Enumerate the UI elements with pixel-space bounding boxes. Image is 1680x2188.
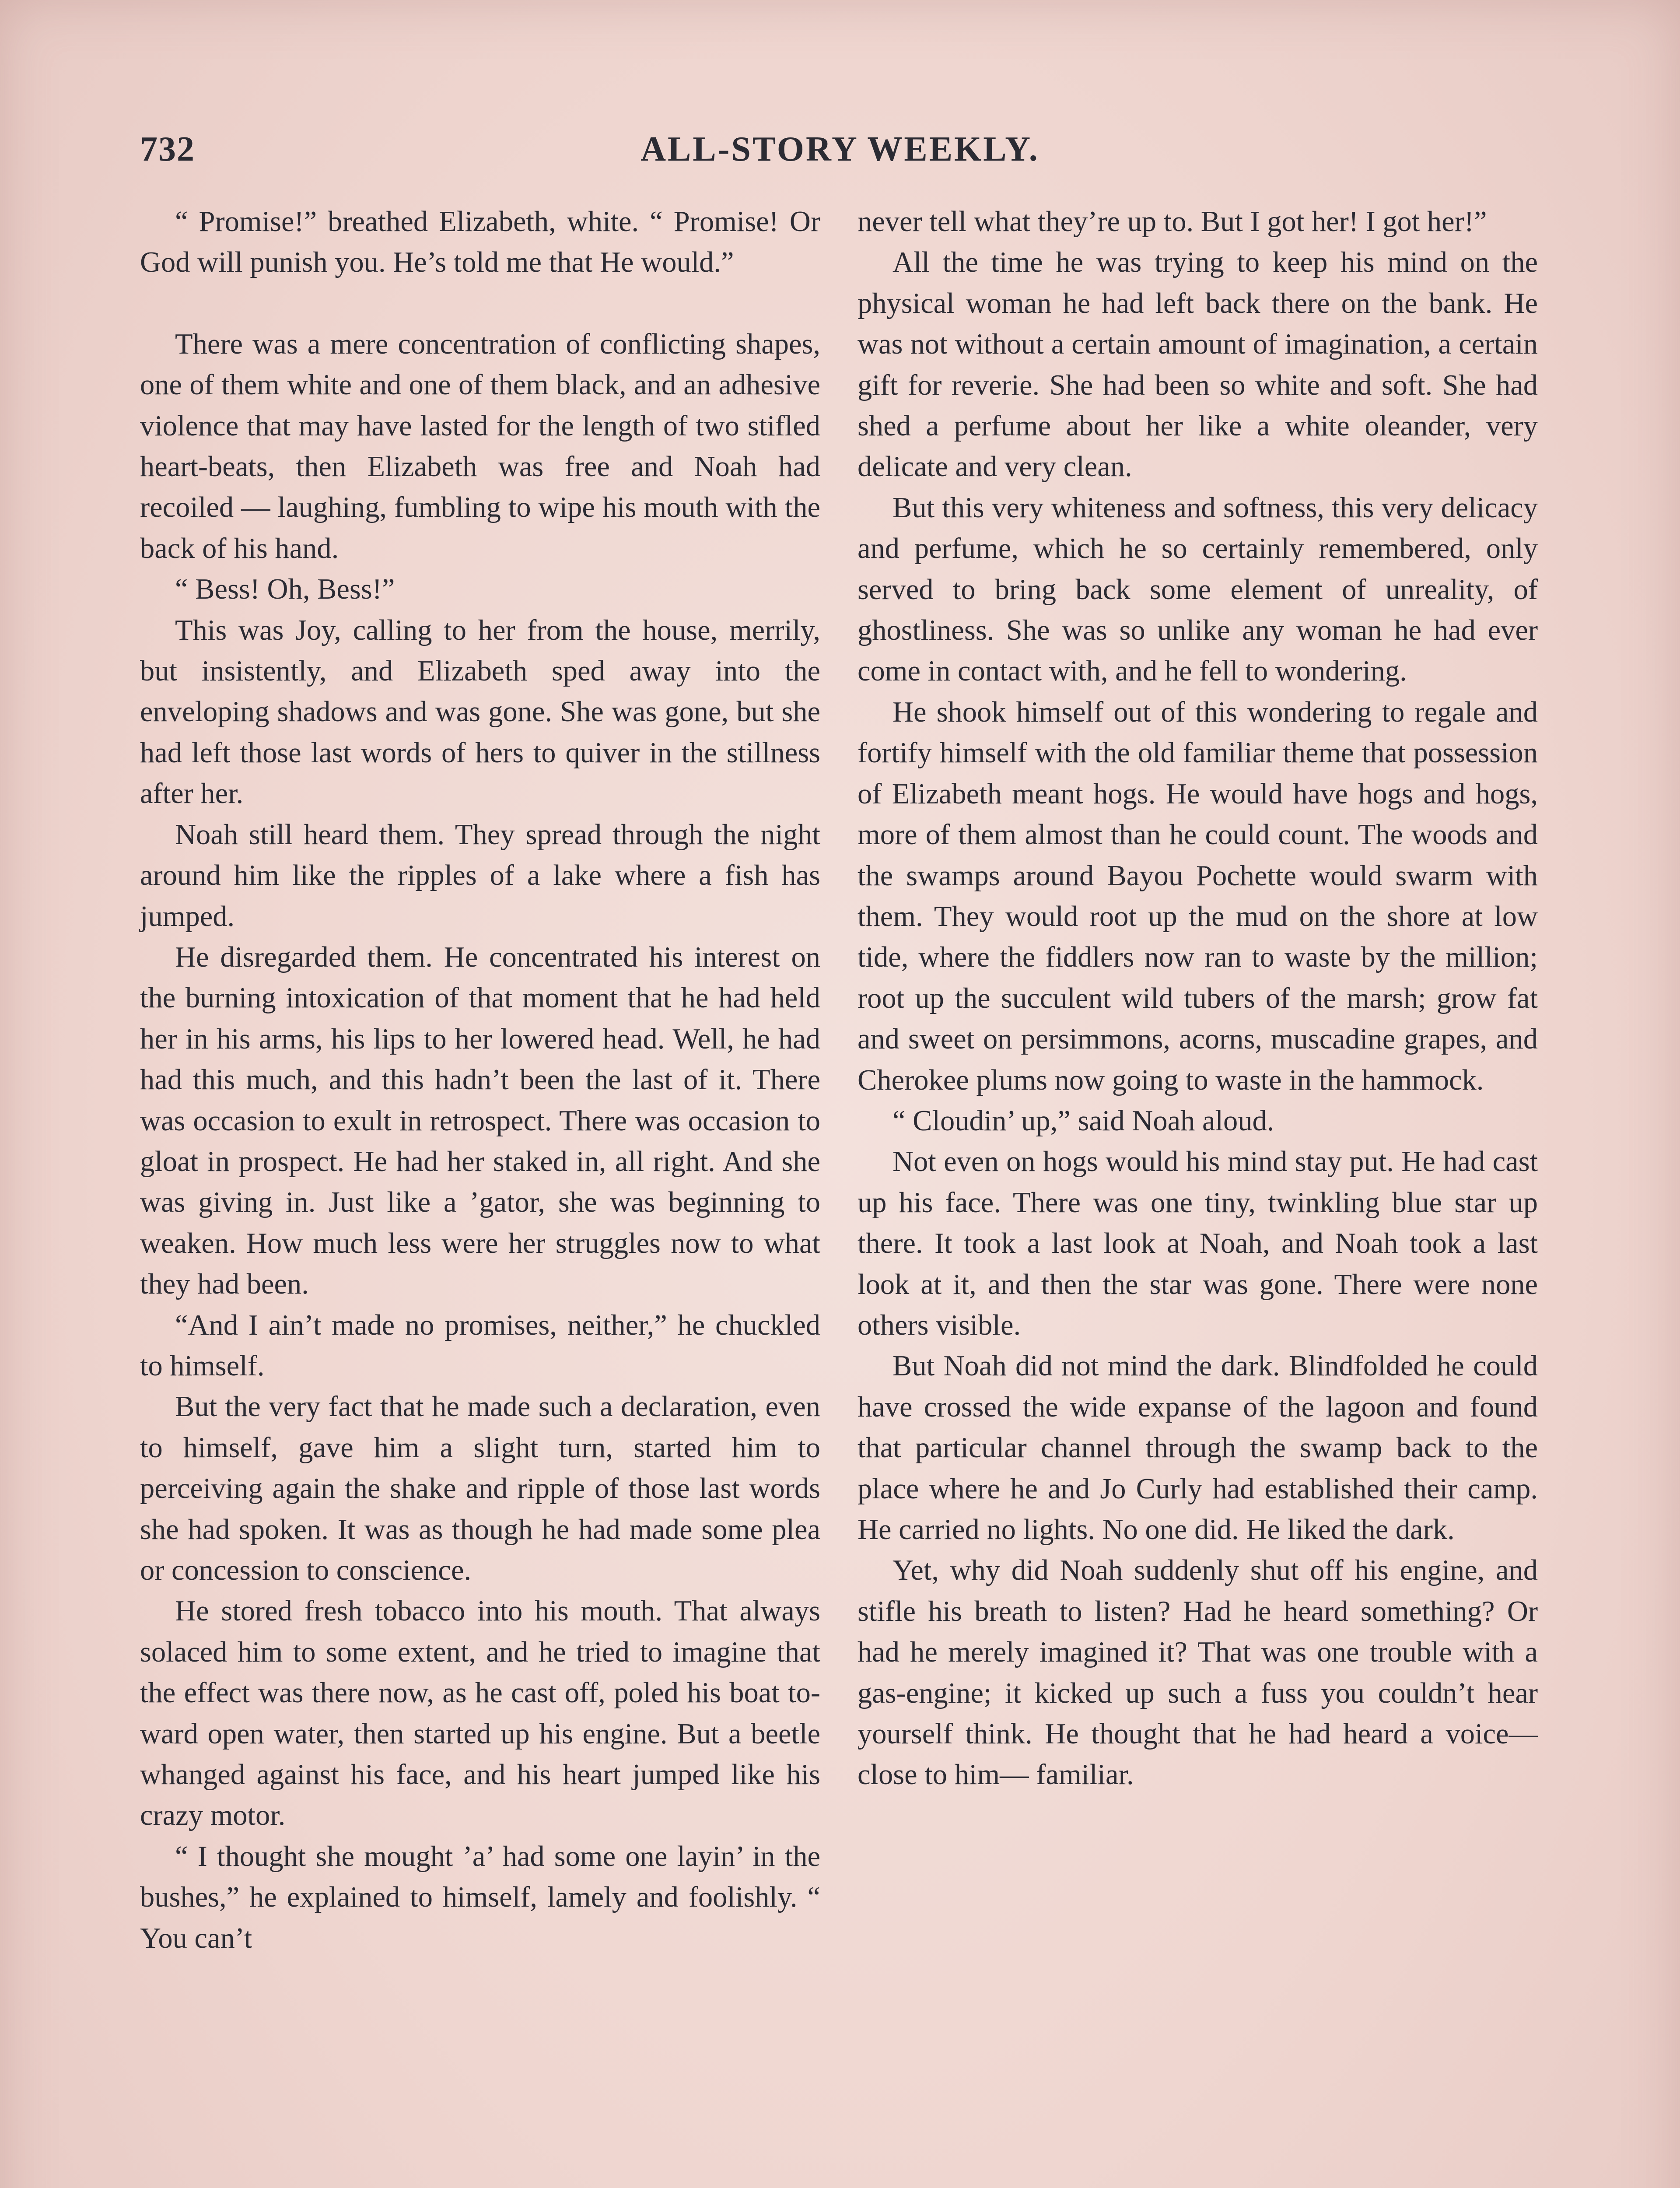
paragraph: “ Cloudin’ up,” said Noah aloud.: [892, 1105, 1274, 1137]
paragraph: But the very fact that he made such a declaration, even to himself, gave him a slight turn, started him to perceiving again the shake and ripple of those last words she had spoken. It was as though he had made some plea or concession to conscience.: [140, 1391, 820, 1586]
paragraph: There was a mere concentration of conflicting shapes, one of them white and one of them black, and an adhesive violence that may have lasted for the length of two stifled heart-beats, then Elizabeth was free and Noah had recoiled — laughing, fumbling to wipe his mouth with the back of his hand.: [140, 328, 820, 565]
paragraph: But Noah did not mind the dark. Blindfolded he could have crossed the wide expanse of the lagoon and found that particular channel through the swamp back to the place where he and Jo Curly had established their camp. He carried no lights. No one did. He liked the dark.: [858, 1350, 1538, 1546]
text-column-right: [858, 201, 1538, 1795]
paragraph: Yet, why did Noah suddenly shut off his engine, and stifle his breath to listen? Had he heard something? Or had he merely imagined it? That was one trouble with a gas-engine; it kicked up such a fuss you couldn’t hear yourself think. He thought that he had heard a voice—close to him— familiar.: [858, 1554, 1538, 1791]
paragraph: “ Bess! Oh, Bess!”: [175, 573, 395, 606]
paragraph: Noah still heard them. They spread through the night around him like the ripples of a lake where a fish has jumped.: [140, 818, 820, 933]
paragraph: “ I thought she mought ’a’ had some one layin’ in the bushes,” he explained to himself, lamely and foolishly. “ You can’t: [140, 1840, 820, 1954]
paragraph: “And I ain’t made no promises, neither,” he chuckled to himself.: [140, 1309, 820, 1382]
running-head: ALL-STORY WEEKLY.: [640, 130, 1040, 168]
paragraph: He shook himself out of this wondering to regale and fortify himself with the old familiar theme that possession of Elizabeth meant hogs. He would have hogs and hogs, more of them almost than he could count. The woods and the swamps around Bayou Pochette would swarm with them. They would root up the mud on the shore at low tide, where the fiddlers now ran to waste by the million; root up the succulent wild tubers of the marsh; grow fat and sweet on persimmons, acorns, muscadine grapes, and Cherokee plums now going to waste in the hammock.: [858, 696, 1538, 1096]
paragraph: This was Joy, calling to her from the house, merrily, but insistently, and Elizabeth sped away into the enveloping shadows and was gone. She was gone, but she had left those last words of hers to quiver in the stillness after her.: [140, 614, 820, 810]
paragraph: All the time he was trying to keep his mind on the physical woman he had left back there on the bank. He was not without a certain amount of imagination, a certain gift for reverie. She had been so white and soft. She had shed a perfume about her like a white oleander, very delicate and very clean.: [858, 246, 1538, 483]
page-number: 732: [140, 130, 195, 168]
paragraph: never tell what they’re up to. But I got her! I got her!”: [858, 206, 1487, 238]
page-header: [140, 130, 1540, 178]
paragraph: He disregarded them. He concentrated his interest on the burning intoxication of that moment that he had held her in his arms, his lips to her lowered head. Well, he had had this much, and this hadn’t been the last of it. There was occasion to exult in retrospect. There was occasion to gloat in prospect. He had her staked in, all right. And she was giving in. Just like a ’gator, she was beginning to weaken. How much less were her struggles now to what they had been.: [140, 941, 820, 1301]
text-column-left: [140, 201, 820, 1959]
paragraph: “ Promise!” breathed Elizabeth, white. “ Promise! Or God will punish you. He’s told me that He would.”: [140, 206, 820, 279]
paragraph: But this very whiteness and softness, this very delicacy and perfume, which he so certainly remembered, only served to bring back some element of unreality, of ghostliness. She was so unlike any woman he had ever come in contact with, and he fell to wondering.: [858, 491, 1538, 687]
paragraph: Not even on hogs would his mind stay put. He had cast up his face. There was one tiny, twinkling blue star up there. It took a last look at Noah, and Noah took a last look at it, and then the star was gone. There were none others visible.: [858, 1146, 1538, 1341]
paragraph: He stored fresh tobacco into his mouth. That always solaced him to some extent, and he tried to imagine that the effect was there now, as he cast off, poled his boat toward open water, then started up his engine. But a beetle whanged against his face, and his heart jumped like his crazy motor.: [140, 1595, 820, 1832]
